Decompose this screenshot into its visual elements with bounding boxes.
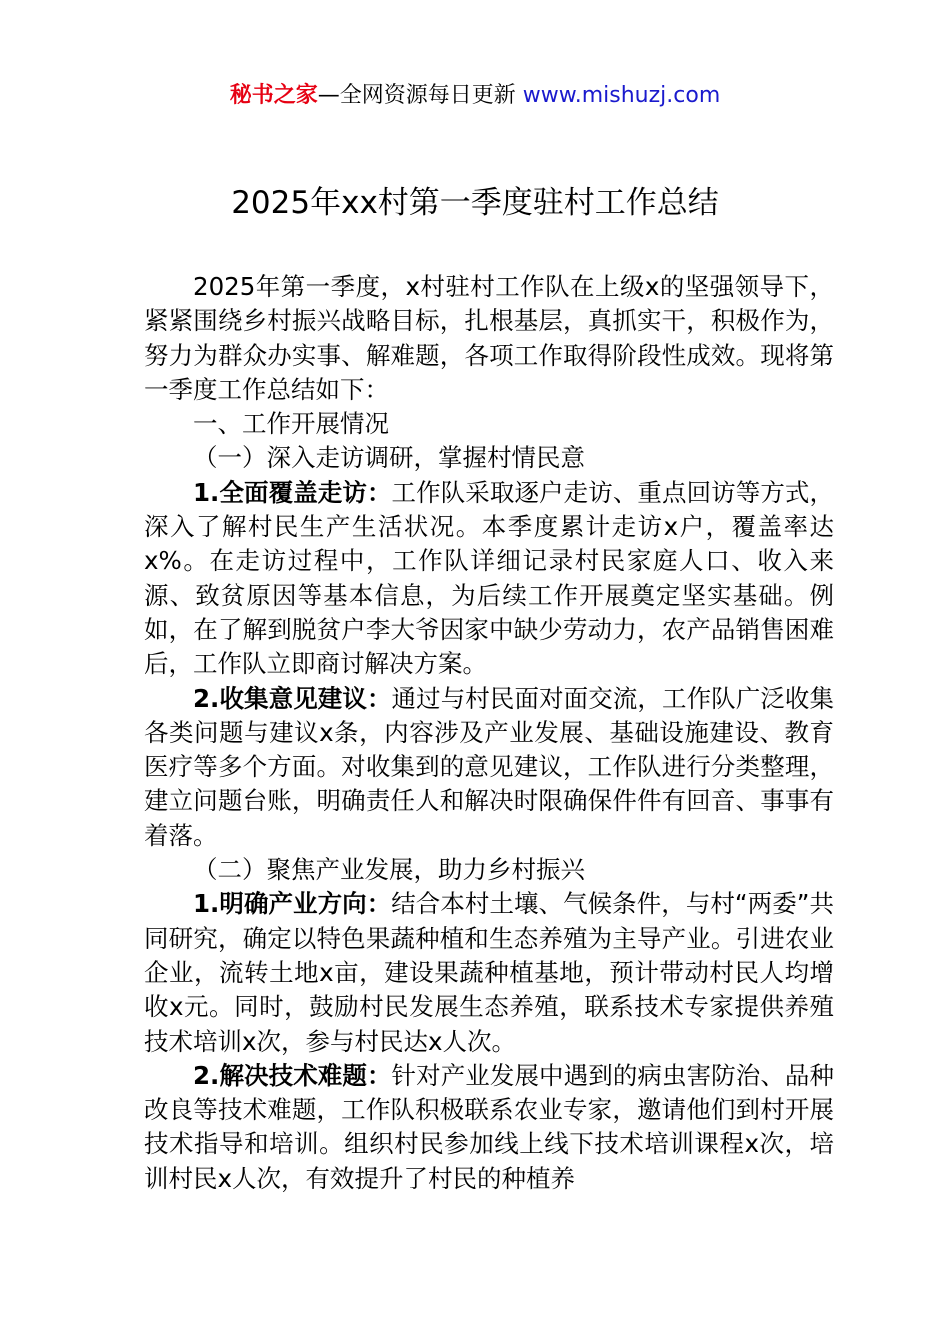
site-url-link[interactable]: www.mishuzj.com [522,83,721,108]
item-lead: 1.明确产业方向： [193,889,392,919]
site-header [0,80,950,112]
item-text: 工作队采取逐户走访、重点回访等方式，深入了解村民生产生活状况。本季度累计走访x户，覆盖率达x%。在走访过程中，工作队详细记录村民家庭人口、收入来源、致贫原因等基本信息，为后续工作开展奠定坚实基础。例如，在了解到脱贫户李大爷因家中缺少劳动力，农产品销售困难后，工作队立即商讨解决方案。 [144,477,835,679]
site-tagline: —全网资源每日更新 [317,83,516,108]
item-lead: 2.解决技术难题： [193,1060,392,1090]
intro-paragraph: 2025年第一季度，x村驻村工作队在上级x的坚强领导下，紧紧围绕乡村振兴战略目标，扎根基层，真抓实干，积极作为，努力为群众办实事、解难题，各项工作取得阶段性成效。现将第一季度工作总结如下： [144,272,834,404]
item-text: 结合本村土壤、气候条件，与村“两委”共同研究，确定以特色果蔬种植和生态养殖为主导产业。引进农业企业，流转土地x亩，建设果蔬种植基地，预计带动村民人均增收x元。同时，鼓励村民发展生态养殖，联系技术专家提供养殖技术培训x次，参与村民达x人次。 [144,889,834,1056]
subsection-heading-2: （二）聚焦产业发展，助力乡村振兴 [193,855,585,885]
item-paragraph-2-2 [144,1059,834,1196]
item-text: 针对产业发展中遇到的病虫害防治、品种改良等技术难题，工作队积极联系农业专家，邀请他们到村开展技术指导和培训。组织村民参加线上线下技术培训课程x次，培训村民x人次，有效提升了村民的种植养 [144,1060,835,1193]
item-paragraph-1-1 [144,476,834,682]
item-lead: 1.全面覆盖走访： [193,477,392,507]
document-body [144,270,834,1196]
section-heading: 一、工作开展情况 [193,409,389,439]
item-text: 通过与村民面对面交流，工作队广泛收集各类问题与建议x条，内容涉及产业发展、基础设施建设、教育医疗等多个方面。对收集到的意见建议，工作队进行分类整理，建立问题台账，明确责任人和解决时限确保件件有回音、事事有着落。 [144,683,835,850]
site-brand: 秘书之家 [229,83,318,108]
subsection-heading-1: （一）深入走访调研，掌握村情民意 [193,443,585,473]
item-paragraph-2-1 [144,887,834,1058]
item-paragraph-1-2 [144,682,834,853]
item-lead: 2.收集意见建议： [193,683,392,713]
document-title: 2025年xx村第一季度驻村工作总结 [231,185,719,221]
